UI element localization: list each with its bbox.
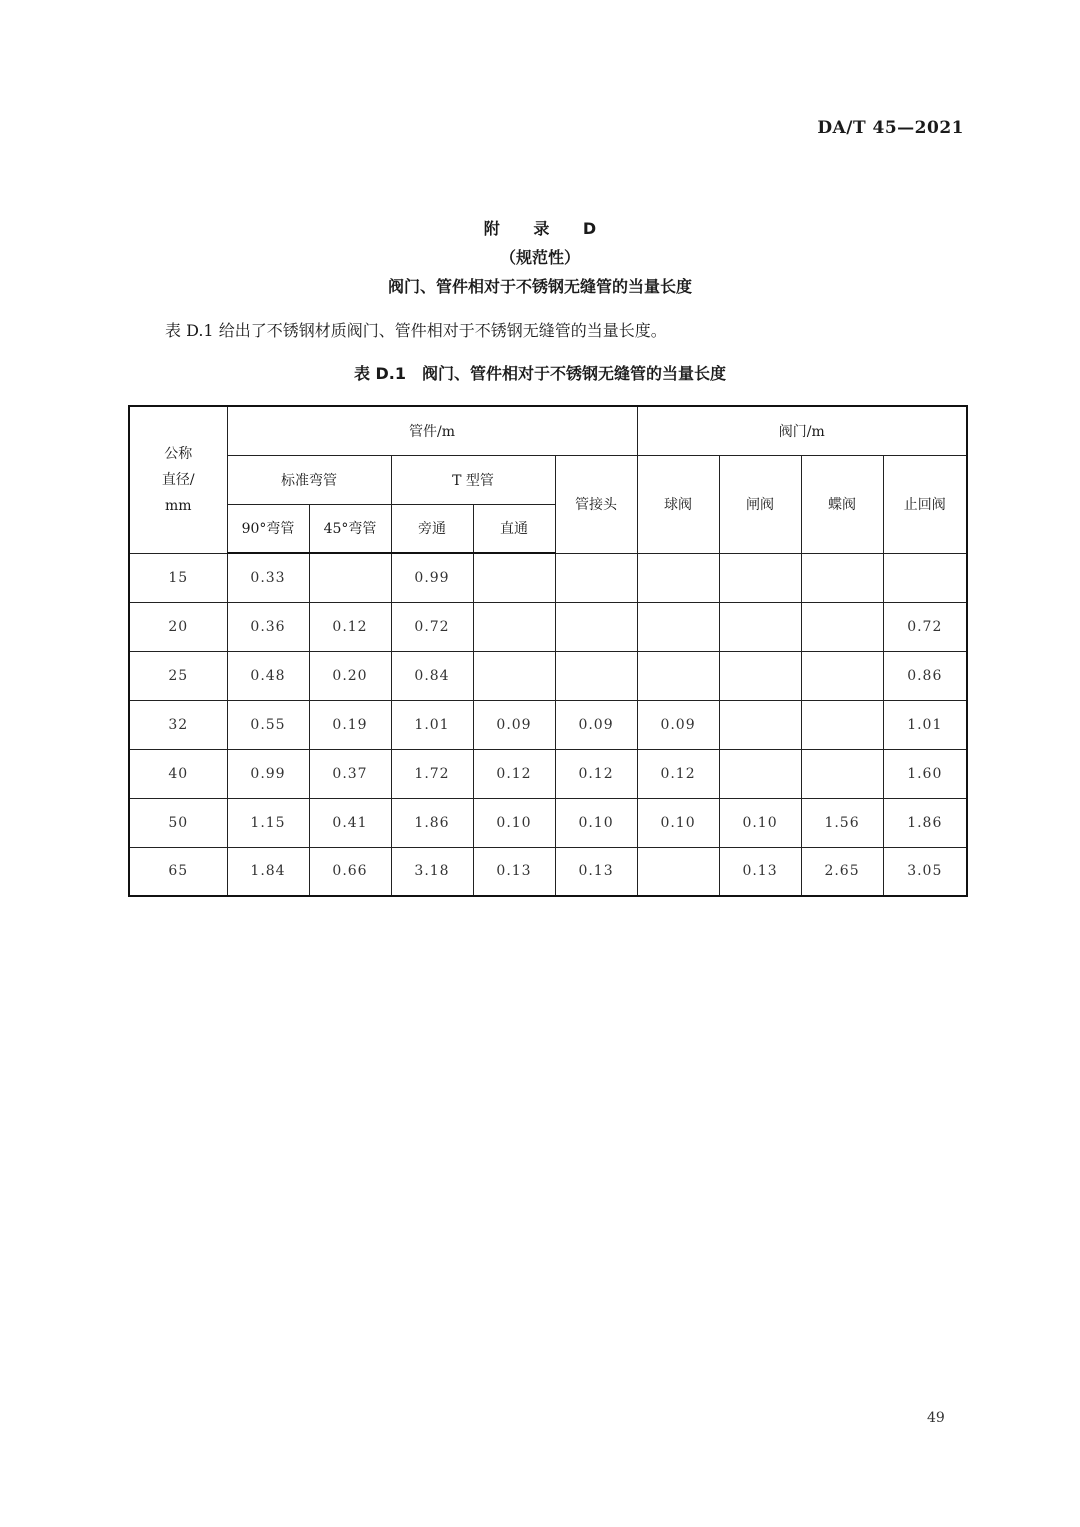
table-cell (719, 700, 801, 749)
table-cell: 65 (129, 847, 227, 896)
table-cell: 1.84 (227, 847, 309, 896)
table-row (129, 700, 967, 749)
table-cell: 0.84 (391, 651, 473, 700)
table-cell: 0.86 (883, 651, 967, 700)
table-cell (473, 553, 555, 602)
table-cell: 1.86 (391, 798, 473, 847)
table-cell: 1.01 (391, 700, 473, 749)
page-number: 49 (927, 1410, 945, 1426)
table-cell: 0.66 (309, 847, 391, 896)
table-cell: 0.37 (309, 749, 391, 798)
table-cell (637, 847, 719, 896)
table-cell: 0.99 (391, 553, 473, 602)
table-cell: 1.86 (883, 798, 967, 847)
header-check-valve: 止回阀 (883, 455, 967, 553)
table-cell (719, 553, 801, 602)
table-cell: 0.09 (637, 700, 719, 749)
annex-type: （规范性） (499, 248, 580, 267)
header-t-pipe: T 型管 (391, 455, 555, 504)
annex-title: 附 录 D (483, 219, 611, 238)
table-cell: 32 (129, 700, 227, 749)
table-cell: 1.72 (391, 749, 473, 798)
table-cell: 3.05 (883, 847, 967, 896)
equivalent-length-table (128, 405, 968, 897)
table-cell (719, 749, 801, 798)
table-cell (719, 651, 801, 700)
header-ball-valve: 球阀 (637, 455, 719, 553)
table-cell (801, 553, 883, 602)
table-cell (801, 700, 883, 749)
table-cell: 0.41 (309, 798, 391, 847)
table-cell: 25 (129, 651, 227, 700)
table-cell: 0.12 (473, 749, 555, 798)
annex-heading: 阀门、管件相对于不锈钢无缝管的当量长度 (387, 277, 692, 296)
table-cell: 1.56 (801, 798, 883, 847)
table-cell: 0.13 (555, 847, 637, 896)
table-cell (555, 553, 637, 602)
table-cell (719, 602, 801, 651)
header-fittings-group: 管件/m (227, 406, 637, 455)
table-row (129, 553, 967, 602)
table-cell (637, 651, 719, 700)
table-cell: 1.60 (883, 749, 967, 798)
table-cell (637, 553, 719, 602)
table-cell: 0.48 (227, 651, 309, 700)
table-caption: 表 D.1 阀门、管件相对于不锈钢无缝管的当量长度 (353, 364, 727, 383)
header-diameter: 公称 直径/ mm (129, 406, 227, 553)
table-cell: 0.19 (309, 700, 391, 749)
table-cell: 0.12 (555, 749, 637, 798)
header-straight: 直通 (473, 504, 555, 553)
standard-code: DA/T 45—2021 (817, 118, 964, 138)
table-cell: 0.20 (309, 651, 391, 700)
table-row (129, 651, 967, 700)
table-cell: 0.09 (473, 700, 555, 749)
table-cell (473, 602, 555, 651)
table-cell: 0.10 (473, 798, 555, 847)
header-valves-group: 阀门/m (637, 406, 967, 455)
table-cell (637, 602, 719, 651)
table-cell (801, 749, 883, 798)
header-elbow-90: 90°弯管 (227, 504, 309, 553)
table-cell: 0.13 (719, 847, 801, 896)
table-cell: 0.13 (473, 847, 555, 896)
table-cell (473, 651, 555, 700)
header-coupling: 管接头 (555, 455, 637, 553)
table-cell: 0.10 (555, 798, 637, 847)
table-cell: 20 (129, 602, 227, 651)
table-cell: 15 (129, 553, 227, 602)
table-cell: 0.36 (227, 602, 309, 651)
table-cell (801, 651, 883, 700)
table-cell (555, 651, 637, 700)
table-cell: 0.10 (719, 798, 801, 847)
table-cell (309, 553, 391, 602)
header-std-elbow: 标准弯管 (227, 455, 391, 504)
header-branch: 旁通 (391, 504, 473, 553)
table-cell: 0.12 (637, 749, 719, 798)
table-cell: 0.72 (883, 602, 967, 651)
table-cell: 0.55 (227, 700, 309, 749)
header-butterfly-valve: 蝶阀 (801, 455, 883, 553)
table-row (129, 798, 967, 847)
table-cell: 2.65 (801, 847, 883, 896)
table-cell: 0.10 (637, 798, 719, 847)
table-cell: 50 (129, 798, 227, 847)
table-cell: 0.72 (391, 602, 473, 651)
header-elbow-45: 45°弯管 (309, 504, 391, 553)
table-cell: 0.99 (227, 749, 309, 798)
table-cell: 1.01 (883, 700, 967, 749)
table-cell (883, 553, 967, 602)
table-cell: 1.15 (227, 798, 309, 847)
table-cell (801, 602, 883, 651)
table-cell: 0.33 (227, 553, 309, 602)
table-cell (555, 602, 637, 651)
table-row (129, 749, 967, 798)
table-cell: 3.18 (391, 847, 473, 896)
table-cell: 40 (129, 749, 227, 798)
intro-paragraph: 表 D.1 给出了不锈钢材质阀门、管件相对于不锈钢无缝管的当量长度。 (165, 321, 667, 340)
table-cell: 0.12 (309, 602, 391, 651)
table-cell: 0.09 (555, 700, 637, 749)
table-row (129, 602, 967, 651)
header-gate-valve: 闸阀 (719, 455, 801, 553)
table-row (129, 847, 967, 896)
